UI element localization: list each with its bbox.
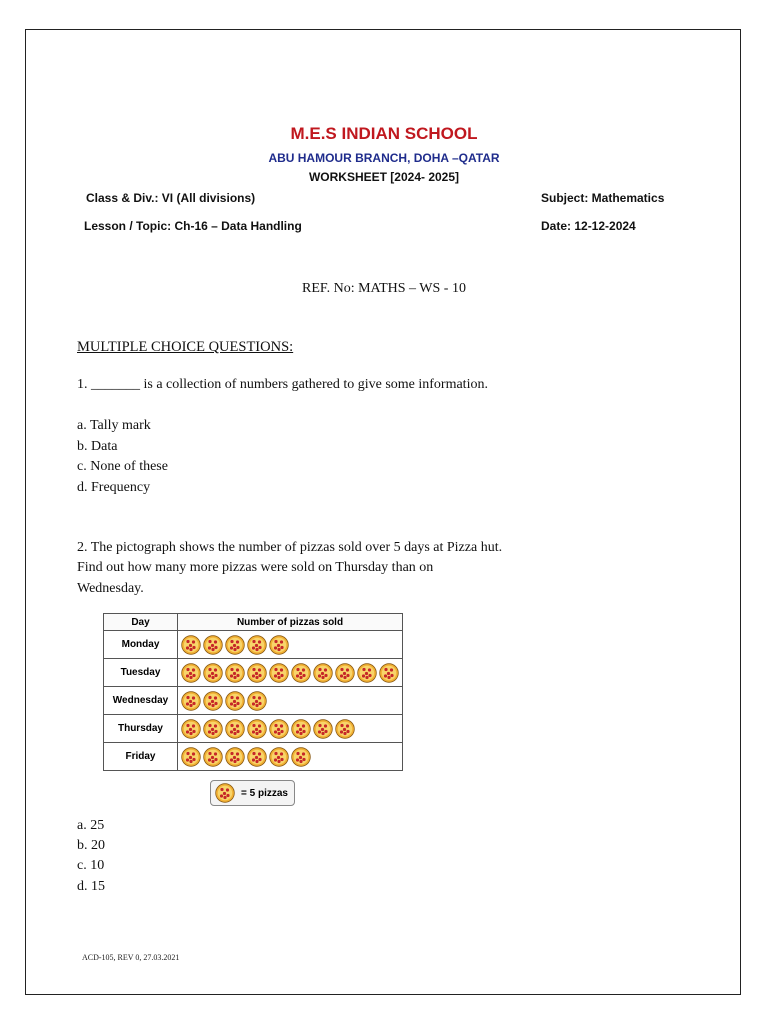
pizza-icon [225,747,245,767]
pictograph-row [104,659,403,687]
reference-number: REF. No: MATHS – WS - 10 [302,281,466,296]
pizza-icon [181,747,201,767]
pizza-icon [247,719,267,739]
pizza-icons-cell [178,743,403,771]
question-2-line-2: Find out how many more pizzas were sold on Thursday than on [77,560,434,575]
pizza-icon [181,719,201,739]
pizza-icon [247,635,267,655]
question-2-line-3: Wednesday. [77,581,144,596]
q2-option-c: c. 10 [77,858,105,873]
pizza-icon [215,783,235,803]
q1-option-c: c. None of these [77,459,168,474]
q2-option-d: d. 15 [77,879,105,894]
pictograph-row [104,631,403,659]
pictograph-header-row [104,614,403,631]
pizza-icon [181,635,201,655]
pizza-icon [269,635,289,655]
pizza-icon [313,663,333,683]
question-1: 1. _______ is a collection of numbers gathered to give some information. [77,377,488,392]
pictograph-key [210,780,295,806]
lesson-topic: Lesson / Topic: Ch-16 – Data Handling [84,219,302,233]
question-2-line-1: 2. The pictograph shows the number of pizzas sold over 5 days at Pizza hut. [77,540,503,555]
q2-option-b: b. 20 [77,838,105,853]
class-division: Class & Div.: VI (All divisions) [86,191,256,205]
date: Date: 12-12-2024 [541,219,636,233]
pizza-icon [181,663,201,683]
pizza-pictograph [103,613,403,771]
worksheet-title: WORKSHEET [2024- 2025] [308,170,460,184]
pizza-icon [203,719,223,739]
day-label: Monday [104,631,178,659]
pizza-icons-cell [178,715,403,743]
pizza-icon [335,719,355,739]
col-count-header: Number of pizzas sold [178,614,403,631]
pizza-icon [357,663,377,683]
pizza-icon [225,719,245,739]
subject: Subject: Mathematics [541,191,665,205]
pizza-icon [225,663,245,683]
pizza-icon [247,691,267,711]
document-code: ACD-105, REV 0, 27.03.2021 [82,953,180,962]
pizza-icons-cell [178,659,403,687]
day-label: Thursday [104,715,178,743]
pizza-icon [269,747,289,767]
pizza-icon [247,747,267,767]
pictograph-row [104,743,403,771]
q1-option-d: d. Frequency [77,480,151,495]
day-label: Tuesday [104,659,178,687]
pizza-icon [203,747,223,767]
pizza-icons-cell [178,631,403,659]
pizza-icon [269,663,289,683]
pizza-icon [203,691,223,711]
pizza-icon [203,663,223,683]
day-label: Wednesday [104,687,178,715]
pizza-icon [225,691,245,711]
pizza-icon [215,783,237,803]
q1-option-b: b. Data [77,439,118,454]
pizza-icon [313,719,333,739]
pictograph-table [103,613,403,771]
pictograph-row [104,687,403,715]
col-day-header: Day [104,614,178,631]
pizza-icon [291,719,311,739]
pizza-icon [291,663,311,683]
key-label: = 5 pizzas [241,787,288,799]
section-heading: MULTIPLE CHOICE QUESTIONS: [77,339,294,355]
day-label: Friday [104,743,178,771]
branch-name: ABU HAMOUR BRANCH, DOHA –QATAR [268,151,500,165]
pizza-icon [335,663,355,683]
school-name: M.E.S INDIAN SCHOOL [290,124,478,143]
pictograph-row [104,715,403,743]
pizza-icon [269,719,289,739]
pizza-icon [379,663,399,683]
q1-option-a: a. Tally mark [77,418,151,433]
pizza-icon [247,663,267,683]
q2-option-a: a. 25 [77,818,105,833]
pizza-icon [203,635,223,655]
pizza-icon [181,691,201,711]
pizza-icon [291,747,311,767]
pizza-icon [225,635,245,655]
pizza-icons-cell [178,687,403,715]
